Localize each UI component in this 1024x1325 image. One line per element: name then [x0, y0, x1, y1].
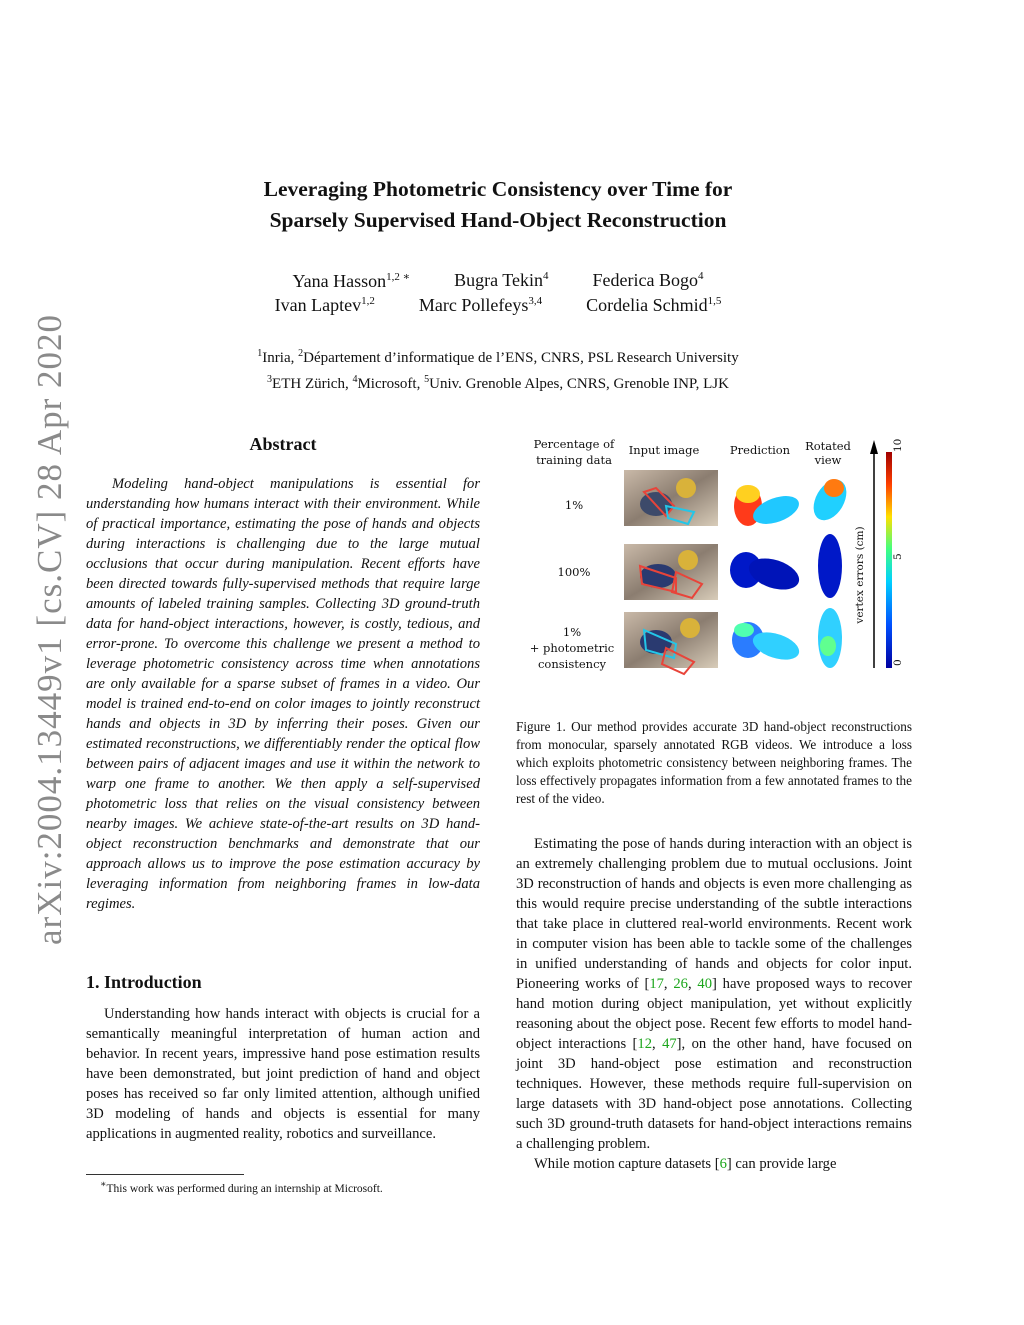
author-list	[140, 270, 856, 320]
citation-link[interactable]: 12	[637, 1036, 653, 1052]
prediction-3	[732, 622, 803, 665]
citation-link[interactable]: 26	[673, 976, 688, 992]
author: Yana Hasson$^{1,2 ∗}$	[292, 271, 411, 291]
prediction-1	[734, 485, 803, 529]
author-row-1	[140, 270, 856, 295]
paragraph-1: Estimating the pose of hands during interaction with an object is an extremely challenging problem due to mutual occlusions. Joint 3D reconstruction of hands and objects is even more challenging as this would require precise understanding of the subtle interactions that take place in cluttered real-world environments. Recent work in computer vision has been able to tackle some of the challenges in unified understanding of hands and objects for color input. Pioneering works of [17, 26, 40] have proposed ways to recover hand motion during object manipulation, yet without explicitly reasoning about the object pose. Recent few efforts to model hand-object interactions [12, 47], on the other hand, have focused on joint 3D hand-object pose estimation and reconstruction techniques. However, these methods require full-supervision on large datasets with 3D hand-object pose annotations. Collecting such 3D ground-truth datasets for hand-object interactions remains a challenging problem.	[516, 836, 912, 1152]
rotated-view-1	[807, 474, 853, 526]
citation-link[interactable]: 47	[662, 1036, 677, 1052]
author: Bugra Tekin$^4$	[454, 270, 549, 290]
affiliations	[140, 343, 856, 395]
introduction-text: Understanding how hands interact with objects is crucial for a semantically meaningful interpretation of human action and behavior. In recent years, impressive hand pose estimation results have been demonstrated, but joint prediction of hand and object poses has received so far only limited attention, although unified 3D modeling of hands and objects is essential for many applications in augmented reality, robotics and surveillance.	[86, 1006, 480, 1142]
author: Federica Bogo$^4$	[592, 270, 704, 290]
colorbar-tick-0: 0	[892, 659, 904, 666]
introduction-heading: 1. Introduction	[86, 972, 202, 992]
affiliation-line-2: $^3$ETH Zürich, $^4$Microsoft, $^5$Univ. Grenoble Alpes, CNRS, Grenoble INP, LJK	[267, 374, 729, 392]
author-row-2	[140, 295, 856, 320]
col-header-input-image: Input image	[628, 443, 700, 457]
figure-1	[516, 432, 916, 682]
footnote-rule	[86, 1174, 244, 1175]
col-header-prediction: Prediction	[729, 443, 791, 457]
colorbar-tick-10: 10	[892, 438, 904, 452]
prediction-2	[730, 552, 803, 595]
row-label-1pct: 1%	[564, 498, 584, 512]
figure-caption: Figure 1. Our method provides accurate 3D hand-object reconstructions from monocular, sparsely annotated RGB videos. We introduce a loss which exploits photometric consistency between neighboring frames. The loss effectively propagates information from a few annotated frames to the rest of the video.	[516, 719, 912, 806]
arxiv-identifier: arXiv:2004.13449v1 [cs.CV] 28 Apr 2020	[30, 313, 69, 945]
row-label-photometric: 1% + photometric consistency	[529, 625, 615, 671]
abstract-heading: Abstract	[249, 434, 317, 454]
rotated-view-2	[818, 534, 842, 598]
author: Cordelia Schmid$^{1,5}$	[586, 295, 722, 315]
input-image-2	[624, 544, 718, 600]
input-image-1	[624, 470, 718, 526]
colorbar-tick-5: 5	[892, 553, 904, 560]
author: Ivan Laptev$^{1,2}$	[274, 295, 375, 315]
paper-title	[140, 174, 856, 236]
paragraph-2: While motion capture datasets [6] can provide large	[534, 1156, 837, 1172]
rotated-view-3	[818, 608, 842, 668]
input-image-3	[624, 612, 718, 674]
author: Marc Pollefeys$^{3,4}$	[418, 295, 543, 315]
citation-link[interactable]: 6	[719, 1156, 727, 1172]
affiliation-line-1: $^1$Inria, $^2$Département d’informatique de l’ENS, CNRS, PSL Research University	[257, 348, 739, 366]
colorbar-label: vertex errors (cm)	[854, 526, 866, 624]
footnote: ∗This work was performed during an internship at Microsoft.	[100, 1179, 383, 1195]
col-header-training-data: Percentage of training data	[533, 437, 615, 467]
title-line-2: Sparsely Supervised Hand-Object Reconstruction	[269, 208, 727, 232]
colorbar	[870, 440, 892, 668]
title-line-1: Leveraging Photometric Consistency over Time for	[263, 177, 733, 201]
citation-link[interactable]: 40	[697, 976, 712, 992]
col-header-rotated-view: Rotated view	[805, 439, 851, 467]
abstract-text: Modeling hand-object manipulations is essential for understanding how humans interact with their environment. While of practical importance, estimating the pose of hands and objects during interactions is challenging due to the large mutual occlusions that occur during manipulation. Recent efforts have been directed towards fully-supervised methods that require large amounts of labeled training samples. Collecting 3D ground-truth data for hand-object interactions, however, is costly, tedious, and error-prone. To overcome this challenge we present a method to leverage photometric consistency across time when annotations are only available for a sparse subset of frames in a video. Our model is trained end-to-end on color images to jointly reconstruct hands and objects in 3D by inferring their poses. Given our estimated reconstructions, we differentiably render the optical flow between pairs of adjacent images and use it within the network to warp one frame to another. We then apply a self-supervised photometric loss that relies on the visual consistency between nearby images. We achieve state-of-the-art results on 3D hand-object reconstruction benchmarks and demonstrate that our approach allows us to improve the pose estimation accuracy by leveraging information from neighboring frames in low-data regimes.	[86, 476, 480, 912]
citation-link[interactable]: 17	[649, 976, 664, 992]
right-column-text	[516, 834, 912, 1174]
row-label-100pct: 100%	[557, 565, 591, 579]
